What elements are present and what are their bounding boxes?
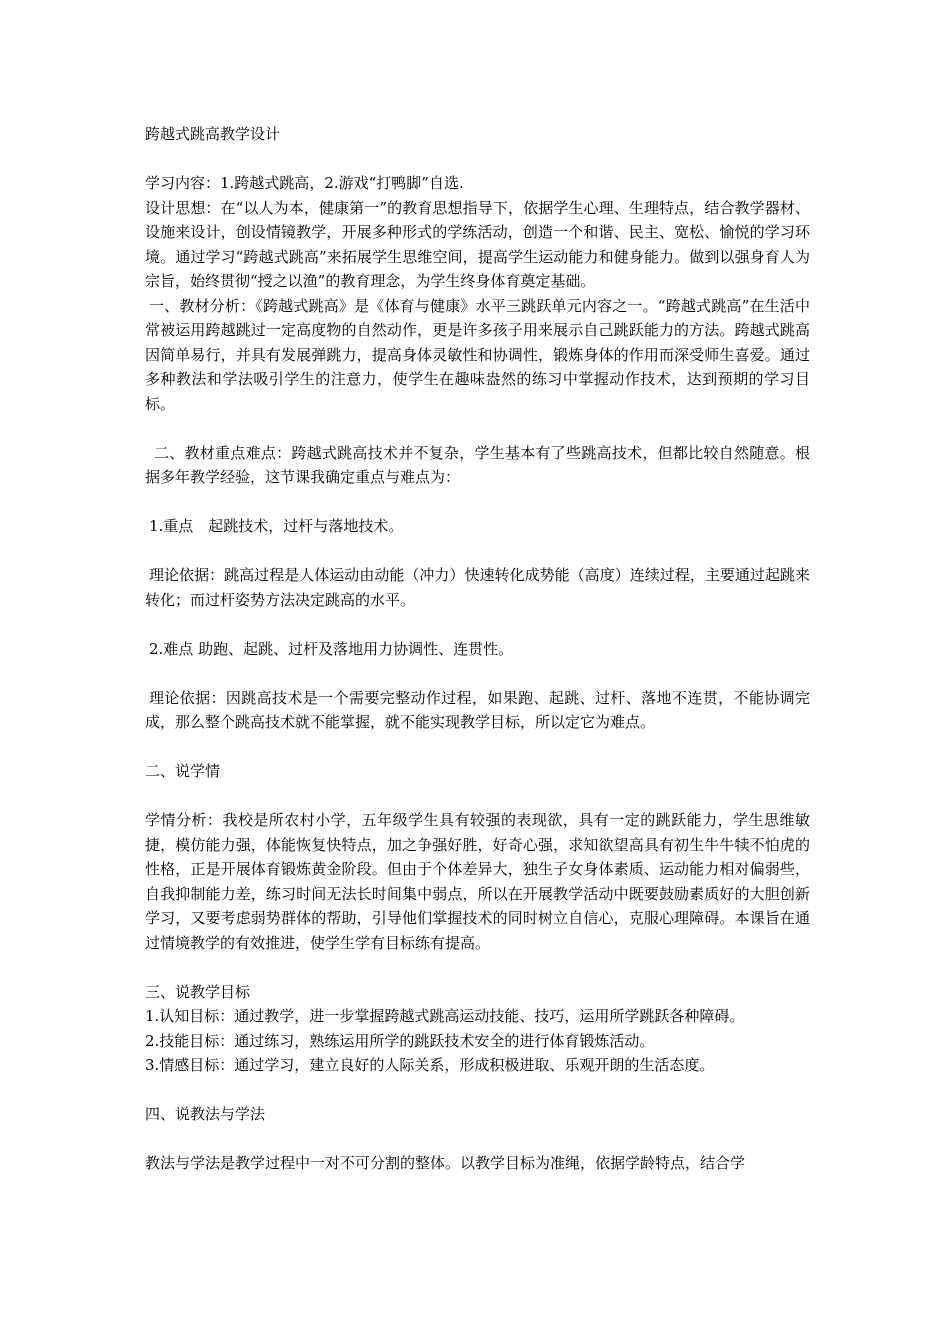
section-heading-teaching-goals: 三、说教学目标 bbox=[145, 982, 251, 1001]
key-point-line: 1.重点 起跳技术，过杆与落地技术。 bbox=[149, 517, 404, 535]
methods-paragraph: 教法与学法是教学过程中一对不可分割的整体。以教学目标为准绳，依据学龄特点，结合学 bbox=[145, 1154, 746, 1172]
textbook-analysis-paragraph: 一、教材分析：《跨越式跳高》是《体育与健康》水平三跳跃单元内容之一。“跨越式跳高”在生活中常被运用跨越跳过一定高度物的自然动作，更是许多孩子用来展示自己跳跃能力的方法。跨越式跳高因简单易行，并具有发展弹跳力，提高身体灵敏性和协调性，锻炼身体的作用而深受师生喜爱。通过多种教法和学法吸引学生的注意力，使学生在趣味盎然的练习中掌握动作技术，达到预期的学习目标。 bbox=[145, 296, 810, 413]
key-points-intro-paragraph: 二、教材重点难点：跨越式跳高技术并不复杂，学生基本有了些跳高技术，但都比较自然随意。根据多年教学经验，这节课我确定重点与难点为： bbox=[145, 443, 810, 486]
blank-line bbox=[145, 539, 810, 564]
blank-line bbox=[145, 416, 810, 441]
goal-skill: 2.技能目标：通过练习，熟练运用所学的跳跃技术安全的进行体育锻炼活动。 bbox=[145, 1031, 655, 1050]
student-analysis-paragraph: 学情分析：我校是所农村小学，五年级学生具有较强的表现欲，具有一定的跳跃能力，学生思维敏捷，模仿能力强，体能恢复快特点，加之争强好胜，好奇心强，求知欲望高具有初生牛牛犊不怕虎的性格，正是开展体育锻炼黄金阶段。但由于个体差异大，独生子女身体素质、运动能力相对偏弱些，自我抑制能力差，练习时间无法长时间集中弱点，所以在开展教学活动中既要鼓励素质好的大胆创新学习，又要考虑弱势群体的帮助，引导他们掌握技术的同时树立自信心，克服心理障碍。本课旨在通过情境教学的有效推进，使学生学有目标练有提高。 bbox=[145, 811, 810, 952]
key-point-theory-paragraph: 理论依据：跳高过程是人体运动由动能（冲力）快速转化成势能（高度）连续过程，主要通过起跳来转化；而过杆姿势方法决定跳高的水平。 bbox=[145, 566, 810, 609]
blank-line bbox=[145, 661, 810, 686]
blank-line bbox=[145, 955, 810, 980]
blank-line bbox=[145, 784, 810, 809]
difficulty-theory-paragraph: 理论依据：因跳高技术是一个需要完整动作过程，如果跑、起跳、过杆、落地不连贯，不能协调完成，那么整个跳高技术就不能掌握，就不能实现教学目标，所以定它为难点。 bbox=[145, 688, 810, 731]
section-heading-methods: 四、说教法与学法 bbox=[145, 1105, 266, 1123]
blank-line bbox=[145, 612, 810, 637]
section-heading-student-situation: 二、说学情 bbox=[145, 762, 221, 780]
learning-content: 学习内容：1.跨越式跳高，2.游戏“打鸭脚”自选. bbox=[145, 174, 464, 192]
goal-cognitive: 1.认知目标：通过教学，进一步掌握跨越式跳高运动技能、技巧，运用所学跳跃各种障碍。 bbox=[145, 1007, 745, 1025]
blank-line bbox=[145, 147, 810, 172]
blank-line bbox=[145, 490, 810, 515]
difficulty-line: 2.难点 助跑、起跳、过杆及落地用力协调性、连贯性。 bbox=[149, 639, 514, 658]
blank-line bbox=[145, 1127, 810, 1152]
blank-line bbox=[145, 735, 810, 760]
document-title: 跨越式跳高教学设计 bbox=[145, 125, 281, 143]
document-page bbox=[145, 122, 810, 1176]
goal-emotion: 3.情感目标：通过学习，建立良好的人际关系，形成积极进取、乐观开朗的生活态度。 bbox=[145, 1056, 715, 1074]
blank-line bbox=[145, 1078, 810, 1103]
design-idea-paragraph: 设计思想：在“以人为本，健康第一”的教育思想指导下，依据学生心理、生理特点，结合教学器材、设施来设计，创设情镜教学，开展多种形式的学练活动，创造一个和谐、民主、宽松、愉悦的学习环境。通过学习“跨越式跳高”来拓展学生思维空间，提高学生运动能力和健身能力。做到以强身育人为宗旨，始终贯彻“授之以渔”的教育理念，为学生终身体育奠定基础。 bbox=[145, 198, 810, 290]
